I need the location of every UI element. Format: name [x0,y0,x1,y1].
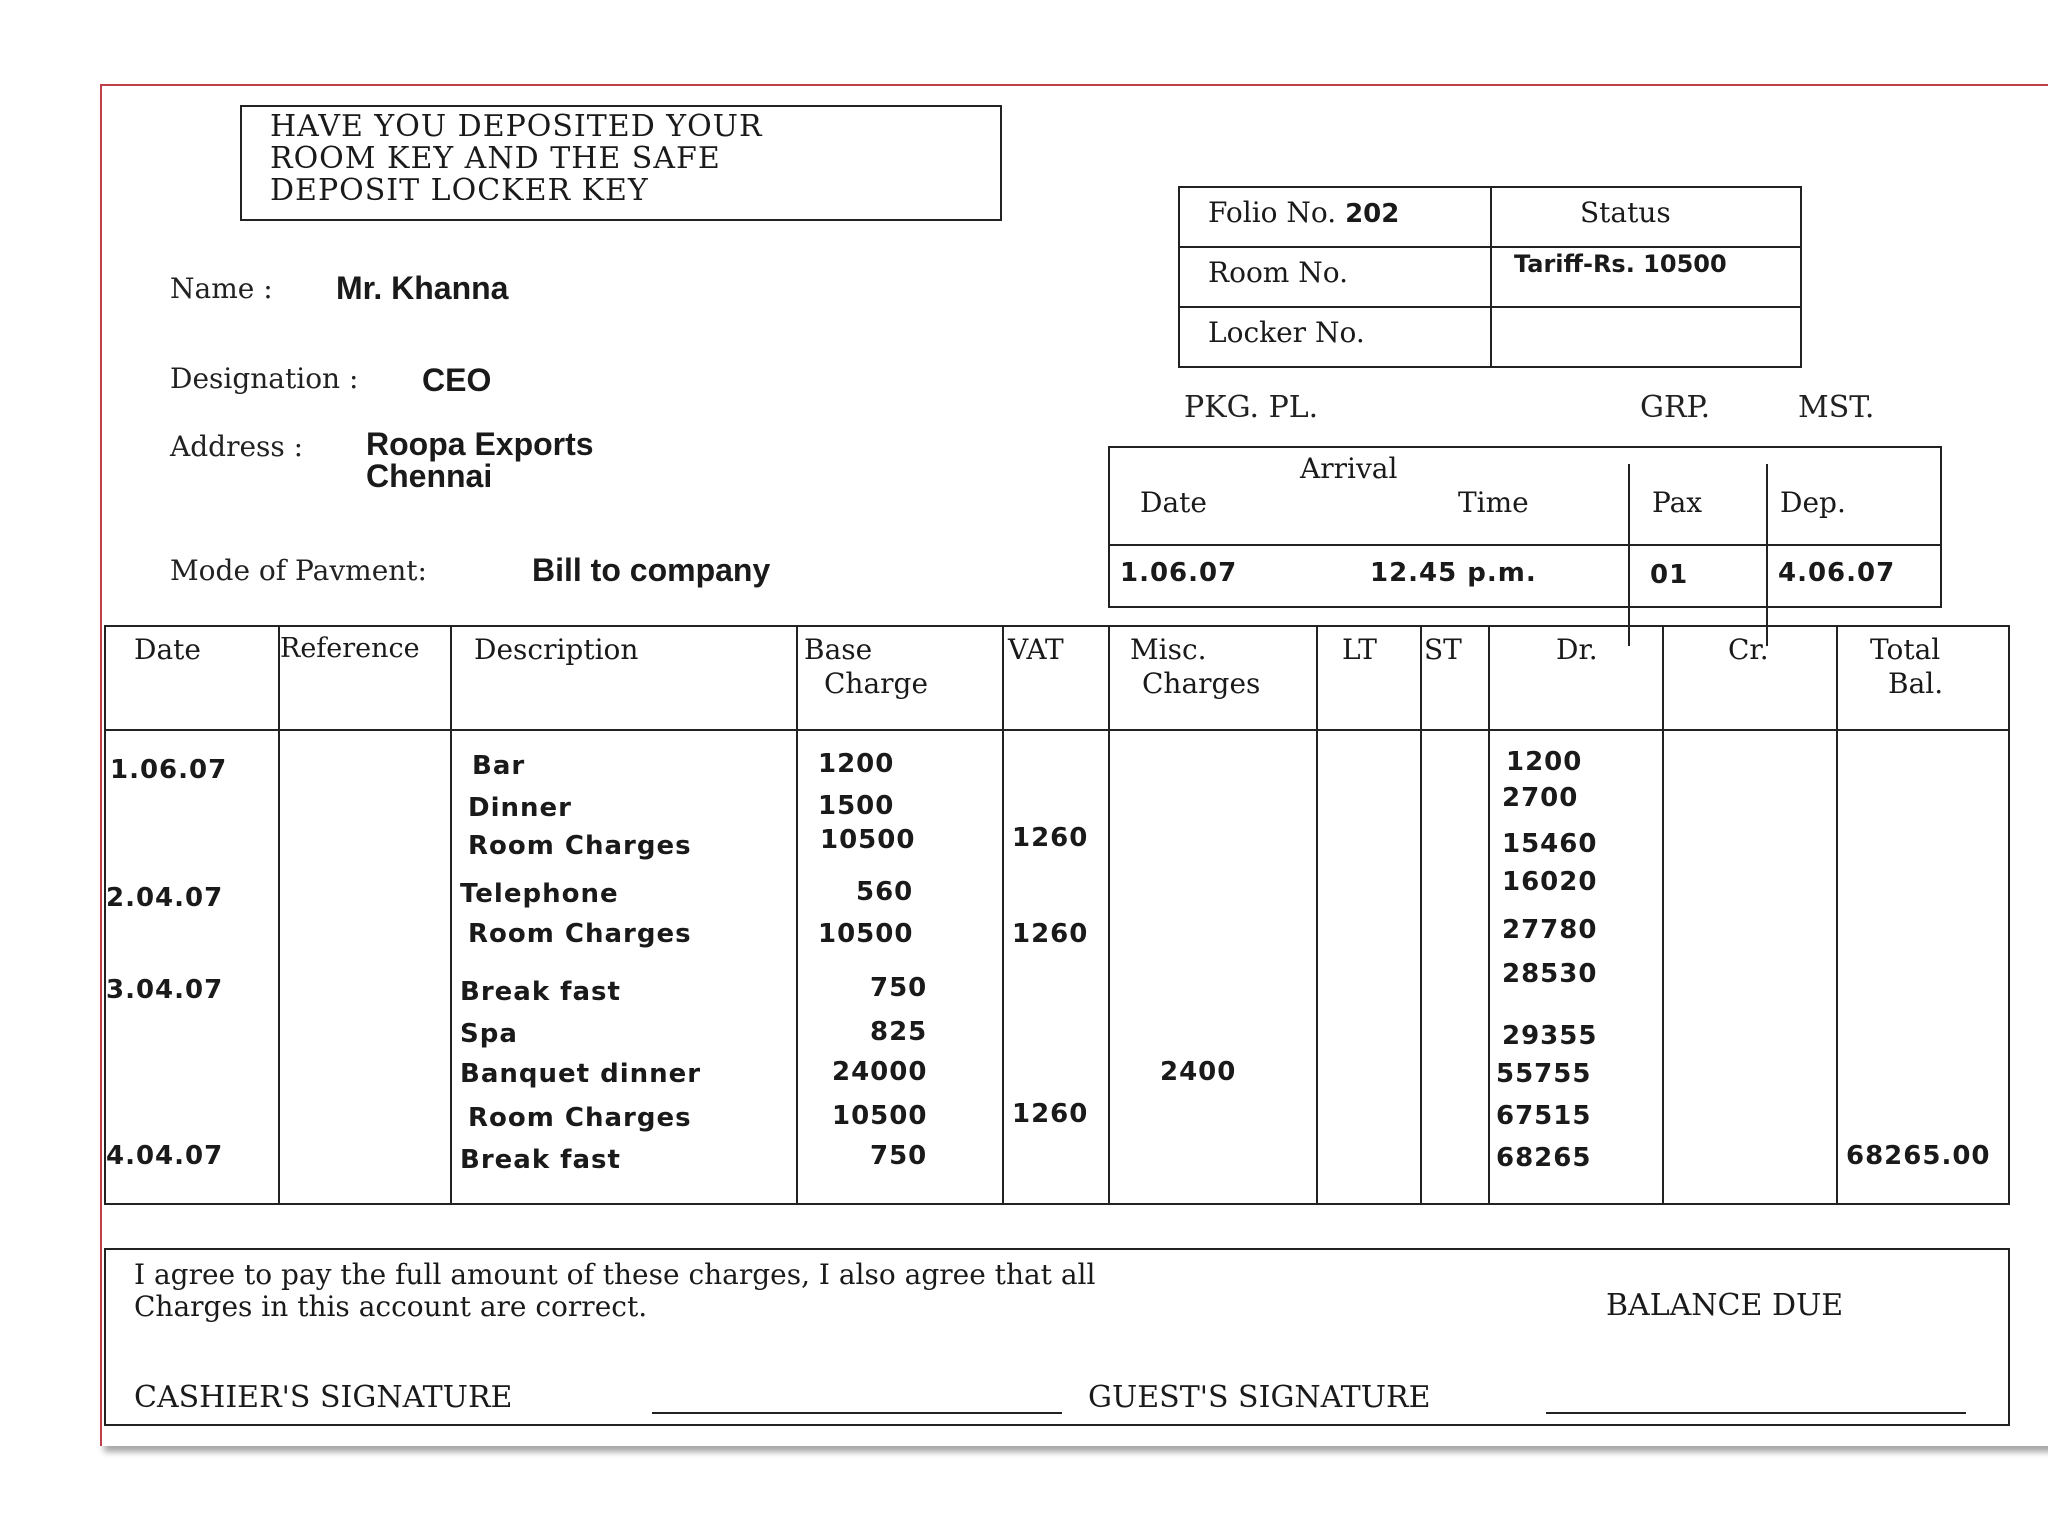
arrival-box [1108,446,1942,608]
agreement-line-2: Charges in this account are correct. [134,1290,648,1323]
row-debit: 28530 [1502,959,1598,989]
row-date: 3.04.07 [106,975,224,1005]
row-vat: 1260 [1012,919,1089,949]
row-debit: 68265 [1496,1143,1592,1173]
notice-line: HAVE YOU DEPOSITED YOUR [270,109,763,144]
notice-line: DEPOSIT LOCKER KEY [270,173,649,208]
row-debit: 67515 [1496,1101,1592,1131]
address-label: Address : [170,430,304,463]
guest-signature-label: GUEST'S SIGNATURE [1088,1380,1431,1415]
col-description-header: Description [474,633,639,666]
row-debit: 1200 [1506,747,1583,777]
row-date: 4.04.07 [106,1141,224,1171]
departure-label: Dep. [1780,486,1846,519]
col-cr-header: Cr. [1728,633,1769,666]
pax-count: 01 [1650,560,1689,590]
row-vat: 1260 [1012,823,1089,853]
col-reference-header: Reference [280,633,420,664]
row-description: Room Charges [468,1103,692,1133]
col-misc-header-1: Misc. [1130,633,1207,666]
pkg-label: PKG. PL. [1184,390,1319,425]
arrival-date: 1.06.07 [1120,558,1238,588]
row-base-charge: 24000 [832,1057,928,1087]
row-date: 1.06.07 [110,755,228,785]
folio-number [1208,196,1399,229]
row-description: Break fast [460,977,621,1007]
row-description: Banquet dinner [460,1059,702,1089]
row-debit: 2700 [1502,783,1579,813]
col-dr-header: Dr. [1556,633,1598,666]
row-base-charge: 1500 [818,791,895,821]
row-description: Room Charges [468,831,692,861]
col-lt-header: LT [1342,633,1377,666]
cashier-signature-label: CASHIER'S SIGNATURE [134,1380,513,1415]
status-label: Status [1580,196,1671,229]
row-total-balance: 68265.00 [1846,1141,1991,1171]
designation-label: Designation : [170,362,359,395]
arrival-date-label: Date [1140,486,1207,519]
address-line-1: Roopa Exports [366,426,594,462]
col-misc-header-2: Charges [1142,667,1261,700]
locker-no-label: Locker No. [1208,316,1365,349]
row-base-charge: 10500 [832,1101,928,1131]
arrival-time-label: Time [1458,486,1529,519]
guest-folio-document [100,84,2048,1446]
key-deposit-notice [240,105,1002,221]
row-description: Spa [460,1019,518,1049]
folio-label: Folio No. [1208,196,1337,229]
payment-mode: Bill to company [532,552,771,588]
row-description: Break fast [460,1145,621,1175]
agreement-line-1: I agree to pay the full amount of these charges, I also agree that all [134,1258,1096,1291]
folio-box [1178,186,1802,368]
row-base-charge: 1200 [818,749,895,779]
row-vat: 1260 [1012,1099,1089,1129]
row-base-charge: 560 [856,877,914,907]
row-description: Bar [472,751,526,781]
payment-label: Mode of Pavment: [170,554,427,587]
guest-signature-line[interactable] [1546,1412,1966,1414]
notice-line: ROOM KEY AND THE SAFE [270,141,721,176]
tariff-value: Tariff-Rs. 10500 [1514,250,1727,278]
row-description: Dinner [468,793,572,823]
row-description: Telephone [460,879,619,909]
folio-number-value: 202 [1345,199,1400,229]
arrival-time: 12.45 p.m. [1370,558,1537,588]
row-debit: 55755 [1496,1059,1592,1089]
row-debit: 15460 [1502,829,1598,859]
row-base-charge: 750 [870,1141,928,1171]
row-description: Room Charges [468,919,692,949]
agreement-box [104,1248,2010,1426]
name-label: Name : [170,272,273,305]
balance-due-label: BALANCE DUE [1606,1288,1844,1323]
row-base-charge: 10500 [818,919,914,949]
col-base-header-2: Charge [824,667,929,700]
mst-label: MST. [1798,390,1875,425]
row-base-charge: 10500 [820,825,916,855]
arrival-label: Arrival [1300,452,1398,485]
pax-label: Pax [1652,486,1703,519]
grp-label: GRP. [1640,390,1711,425]
departure-date: 4.06.07 [1778,558,1896,588]
row-debit: 29355 [1502,1021,1598,1051]
col-st-header: ST [1424,633,1462,666]
address-line-2: Chennai [366,458,493,494]
col-total-header-1: Total [1870,633,1941,666]
col-base-header-1: Base [804,633,873,666]
guest-name: Mr. Khanna [336,270,509,306]
row-base-charge: 750 [870,973,928,1003]
row-misc-charge: 2400 [1160,1057,1237,1087]
guest-designation: CEO [422,362,492,398]
cashier-signature-line[interactable] [652,1412,1062,1414]
room-no-label: Room No. [1208,256,1349,289]
row-base-charge: 825 [870,1017,928,1047]
row-debit: 27780 [1502,915,1598,945]
col-vat-header: VAT [1008,633,1064,666]
row-debit: 16020 [1502,867,1598,897]
col-total-header-2: Bal. [1888,667,1944,700]
col-date-header: Date [134,633,201,666]
charges-table [104,625,2010,1205]
row-date: 2.04.07 [106,883,224,913]
